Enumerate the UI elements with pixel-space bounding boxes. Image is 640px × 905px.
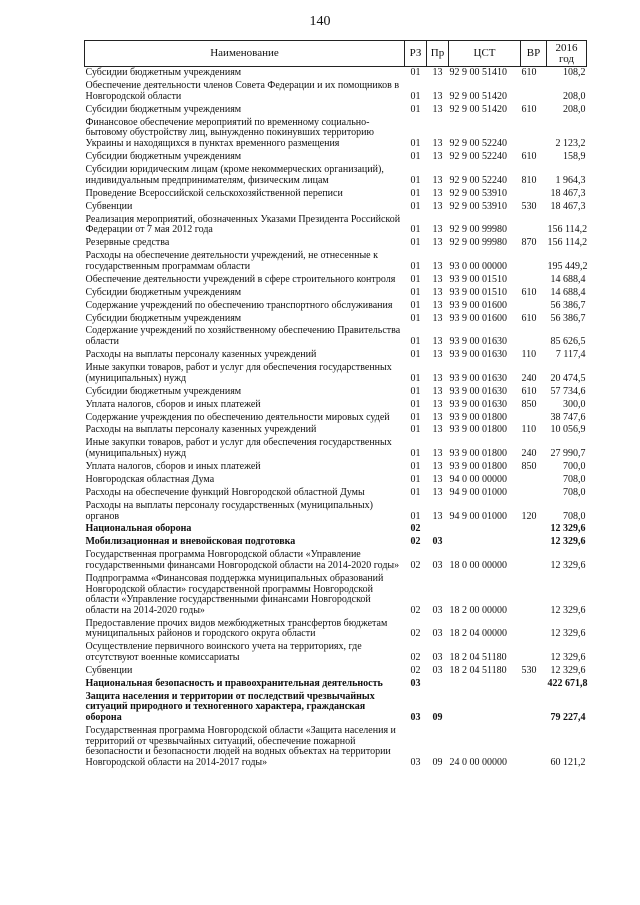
- cell-pr: 13: [432, 411, 443, 423]
- cell-amt: 195 449,2: [547, 260, 588, 272]
- cell-cst: 92 9 00 53910: [449, 200, 507, 212]
- cell-amt: 18 467,3: [550, 187, 586, 199]
- cell-name: Расходы на обеспечение деятельности учреждений, не отнесенные к государственным программам области: [85, 250, 378, 272]
- cell-vr: [521, 117, 547, 151]
- cell-pr: 13: [432, 312, 443, 324]
- cell-amt: 700,0: [563, 461, 586, 472]
- cell-rz: 01: [410, 273, 421, 285]
- cell-rz: 01: [410, 67, 421, 79]
- table-row: [85, 362, 587, 386]
- cell-vr: 610: [521, 312, 537, 324]
- table-row: [85, 523, 587, 536]
- cell-amt: 18 467,3: [550, 200, 586, 212]
- table-row: [85, 299, 587, 312]
- cell-amt: 1 964,3: [555, 174, 586, 186]
- cell-amt: 708,0: [563, 510, 586, 522]
- cell-cst: 18 2 04 00000: [449, 628, 507, 640]
- cell-vr: 610: [521, 151, 537, 163]
- table-row: [85, 573, 587, 618]
- cell-vr: 610: [521, 103, 537, 115]
- cell-name: Обеспечение деятельности учреждений в сфере строительного контроля: [85, 273, 396, 285]
- cell-cst: [449, 691, 521, 725]
- cell-vr: [521, 273, 547, 286]
- cell-rz: 03: [410, 677, 421, 689]
- cell-cst: 92 9 00 99980: [449, 237, 507, 249]
- cell-amt: 12 329,6: [550, 664, 586, 676]
- header-cst: ЦСТ: [449, 41, 521, 67]
- cell-amt: 56 386,7: [550, 312, 586, 324]
- table-row: [85, 725, 587, 770]
- header-year: 2016 год: [547, 41, 587, 67]
- cell-name: Субсидии юридическим лицам (кроме некоммерческих организаций), индивидуальным предпринимателям, физическим лицам: [85, 164, 384, 186]
- table-row: [85, 665, 587, 678]
- cell-name: Подпрограмма «Финансовая поддержка муниципальных образований Новгородской области» государственной программы Новгородской области «Управление государственными финансами Новгородской области на 2014-2020 годы»: [85, 572, 384, 616]
- table-row: [85, 325, 587, 349]
- table-row: [85, 349, 587, 362]
- cell-cst: 93 9 00 01800: [449, 461, 507, 472]
- cell-cst: 94 9 00 01000: [449, 486, 507, 498]
- cell-rz: 01: [410, 486, 421, 498]
- cell-cst: 94 9 00 01000: [449, 510, 507, 522]
- cell-rz: 01: [410, 424, 421, 436]
- header-pr: Пр: [427, 41, 449, 67]
- table-row: [85, 312, 587, 325]
- cell-amt: 60 121,2: [550, 756, 586, 768]
- cell-name: Субвенции: [85, 664, 133, 676]
- cell-cst: 93 9 00 01600: [449, 299, 507, 311]
- table-row: [85, 117, 587, 151]
- page-number: 140: [309, 14, 331, 29]
- cell-amt: 708,0: [563, 473, 586, 485]
- cell-name: Государственная программа Новгородской области «Управление государственными финансами Новгородской области на 2014-2020 годы»: [85, 549, 400, 571]
- cell-name: Субсидии бюджетным учреждениям: [85, 312, 242, 324]
- cell-vr: [521, 678, 547, 691]
- cell-rz: 01: [410, 224, 421, 236]
- cell-amt: 12 329,6: [550, 536, 586, 548]
- table-row: [85, 273, 587, 286]
- cell-name: Финансовое обеспечение мероприятий по временному социально-бытовому обустройству лиц, вынужденно покинувших территорию Украины и находящихся в пунктах временного размещения: [85, 116, 374, 150]
- table-row: [85, 549, 587, 573]
- cell-pr: [427, 523, 449, 536]
- cell-name: Содержание учреждений по хозяйственному обеспечению Правительства области: [85, 325, 401, 348]
- table-row: [85, 411, 587, 424]
- cell-cst: 93 9 00 01630: [449, 349, 507, 361]
- cell-rz: 01: [410, 187, 421, 199]
- cell-amt: 300,0: [563, 398, 586, 410]
- cell-name: Содержание учреждения по обеспечению деятельности мировых судей: [85, 411, 390, 423]
- cell-vr: 120: [521, 510, 537, 522]
- cell-cst: 93 9 00 01800: [449, 411, 507, 423]
- cell-pr: 09: [432, 711, 443, 723]
- cell-cst: 93 9 00 01630: [449, 398, 507, 410]
- cell-pr: 13: [432, 151, 443, 163]
- cell-pr: 13: [432, 187, 443, 199]
- cell-rz: 01: [410, 411, 421, 423]
- cell-rz: 02: [410, 651, 421, 663]
- table-row: [85, 104, 587, 117]
- cell-name: Предоставление прочих видов межбюджетных трансфертов бюджетам муниципальных районов и городского округа области: [85, 617, 388, 640]
- cell-amt: 56 386,7: [550, 299, 586, 311]
- cell-rz: 01: [410, 385, 421, 397]
- cell-vr: 110: [521, 349, 537, 361]
- cell-rz: 03: [410, 711, 421, 723]
- cell-amt: 57 734,6: [550, 385, 586, 397]
- cell-pr: 13: [432, 336, 443, 348]
- cell-vr: [521, 411, 547, 424]
- cell-rz: 01: [410, 200, 421, 212]
- cell-cst: 93 0 00 00000: [449, 260, 507, 272]
- table-row: [85, 487, 587, 500]
- cell-vr: 110: [521, 424, 537, 436]
- cell-pr: 03: [432, 536, 443, 548]
- table-row: [85, 200, 587, 213]
- cell-vr: [521, 213, 547, 237]
- cell-name: Расходы на обеспечение функций Новгородской областной Думы: [85, 486, 365, 498]
- cell-cst: 92 9 00 53910: [449, 187, 507, 199]
- cell-vr: [521, 573, 547, 618]
- cell-vr: [521, 474, 547, 487]
- cell-vr: [521, 299, 547, 312]
- cell-amt: 7 117,4: [555, 349, 586, 361]
- cell-name: Проведение Всероссийской сельскохозяйственной переписи: [85, 187, 343, 199]
- cell-vr: [521, 536, 547, 549]
- cell-rz: 01: [410, 151, 421, 163]
- cell-pr: 13: [432, 461, 443, 472]
- cell-cst: 92 9 00 51420: [449, 90, 507, 102]
- cell-pr: 13: [432, 486, 443, 498]
- cell-cst: 92 9 00 99980: [449, 224, 507, 236]
- table-row: [85, 474, 587, 487]
- cell-pr: 13: [432, 103, 443, 115]
- cell-pr: 13: [432, 260, 443, 272]
- cell-name: Государственная программа Новгородской области «Защита населения и территорий от чрезвычайных ситуаций, обеспечение пожарной безопасности и безопасности людей на водных объектах на территории Новгородской области на 2014-2017 годы»: [85, 724, 396, 768]
- cell-cst: 93 9 00 01510: [449, 286, 507, 298]
- cell-name: Защита населения и территории от последствий чрезвычайных ситуаций природного и техногенного характера, гражданская оборона: [85, 690, 375, 723]
- cell-name: Реализация мероприятий, обозначенных Указами Президента Российской Федерации от 7 мая 2012 года: [85, 213, 401, 236]
- cell-cst: 93 9 00 01630: [449, 372, 507, 384]
- cell-pr: 13: [432, 273, 443, 285]
- budget-table: [84, 40, 587, 770]
- cell-name: Иные закупки товаров, работ и услуг для обеспечения государственных (муниципальных) нужд: [85, 437, 392, 460]
- cell-rz: 01: [410, 260, 421, 272]
- table-row: [85, 67, 587, 80]
- cell-vr: [521, 487, 547, 500]
- cell-pr: 09: [432, 756, 443, 768]
- table-row: [85, 250, 587, 274]
- table-row: [85, 213, 587, 237]
- cell-amt: 14 688,4: [550, 286, 586, 298]
- cell-rz: 01: [410, 336, 421, 348]
- cell-pr: 13: [432, 138, 443, 150]
- cell-amt: 10 056,9: [550, 424, 586, 436]
- cell-rz: 01: [410, 174, 421, 186]
- cell-amt: 208,0: [563, 90, 586, 102]
- cell-name: Содержание учреждений по обеспечению транспортного обслуживания: [85, 299, 393, 311]
- cell-amt: 12 329,6: [550, 604, 586, 616]
- cell-pr: 13: [432, 385, 443, 397]
- cell-vr: 850: [521, 461, 537, 472]
- cell-pr: 13: [432, 90, 443, 102]
- cell-pr: 13: [432, 510, 443, 522]
- cell-amt: 12 329,6: [550, 651, 586, 663]
- cell-amt: 708,0: [563, 486, 586, 498]
- cell-rz: 01: [410, 312, 421, 324]
- cell-name: Национальная оборона: [85, 523, 192, 535]
- cell-vr: 240: [521, 448, 537, 460]
- cell-name: Уплата налогов, сборов и иных платежей: [85, 461, 261, 472]
- cell-cst: 92 9 00 52240: [449, 174, 507, 186]
- cell-pr: 13: [432, 174, 443, 186]
- cell-pr: 13: [432, 424, 443, 436]
- cell-pr: 03: [432, 628, 443, 640]
- cell-name: Субсидии бюджетным учреждениям: [85, 286, 242, 298]
- cell-name: Расходы на выплаты персоналу казенных учреждений: [85, 349, 317, 361]
- header-rz: РЗ: [405, 41, 427, 67]
- cell-rz: 01: [410, 103, 421, 115]
- cell-amt: 2 123,2: [555, 138, 586, 150]
- cell-rz: 01: [410, 398, 421, 410]
- cell-pr: 03: [432, 664, 443, 676]
- header-name: Наименование: [85, 41, 405, 67]
- cell-amt: 14 688,4: [550, 273, 586, 285]
- cell-cst: 93 9 00 01510: [449, 273, 507, 285]
- cell-vr: [521, 80, 547, 104]
- cell-pr: 13: [432, 448, 443, 460]
- cell-name: Уплата налогов, сборов и иных платежей: [85, 398, 261, 410]
- cell-amt: 422 671,8: [547, 677, 588, 689]
- cell-name: Иные закупки товаров, работ и услуг для обеспечения государственных (муниципальных) нужд: [85, 362, 392, 384]
- cell-amt: 12 329,6: [550, 560, 586, 571]
- cell-amt: 38 747,6: [550, 411, 586, 423]
- table-row: [85, 424, 587, 437]
- cell-vr: 850: [521, 398, 537, 410]
- cell-name: Субвенции: [85, 200, 133, 212]
- cell-pr: [427, 678, 449, 691]
- table-row: [85, 678, 587, 691]
- cell-vr: [521, 250, 547, 274]
- table-row: [85, 691, 587, 725]
- cell-pr: 13: [432, 372, 443, 384]
- cell-cst: 93 9 00 01800: [449, 448, 507, 460]
- table-row: [85, 151, 587, 164]
- cell-name: Осуществление первичного воинского учета на территориях, где отсутствуют военные комиссариаты: [85, 641, 362, 663]
- cell-pr: 03: [432, 560, 443, 571]
- table-body: [85, 67, 587, 770]
- table-row: [85, 500, 587, 524]
- cell-pr: 13: [432, 224, 443, 236]
- cell-vr: [521, 549, 547, 573]
- cell-cst: 93 9 00 01600: [449, 312, 507, 324]
- table-row: [85, 237, 587, 250]
- cell-vr: 870: [521, 237, 537, 249]
- cell-rz: 01: [410, 90, 421, 102]
- cell-cst: [449, 523, 521, 536]
- cell-cst: 93 9 00 01630: [449, 336, 507, 348]
- cell-cst: 18 2 04 51180: [449, 651, 507, 663]
- table-row: [85, 164, 587, 188]
- cell-cst: 18 2 04 51180: [449, 664, 507, 676]
- cell-amt: 208,0: [563, 103, 586, 115]
- cell-amt: 156 114,2: [547, 224, 588, 236]
- cell-rz: 01: [410, 510, 421, 522]
- cell-rz: 02: [410, 523, 421, 535]
- cell-pr: 13: [432, 349, 443, 361]
- cell-name: Субсидии бюджетным учреждениям: [85, 103, 242, 115]
- table-row: [85, 398, 587, 411]
- cell-cst: 94 0 00 00000: [449, 473, 507, 485]
- cell-cst: [449, 536, 521, 549]
- cell-cst: 92 9 00 52240: [449, 138, 507, 150]
- cell-rz: 02: [410, 628, 421, 640]
- cell-amt: 12 329,6: [550, 628, 586, 640]
- table-row: [85, 286, 587, 299]
- cell-vr: [521, 523, 547, 536]
- cell-rz: 01: [410, 473, 421, 485]
- cell-pr: 13: [432, 286, 443, 298]
- cell-rz: 02: [410, 604, 421, 616]
- cell-name: Резервные средства: [85, 237, 170, 249]
- cell-cst: [449, 678, 521, 691]
- cell-name: Субсидии бюджетным учреждениям: [85, 67, 242, 79]
- cell-vr: 610: [521, 67, 537, 79]
- cell-name: Субсидии бюджетным учреждениям: [85, 151, 242, 163]
- cell-amt: 12 329,6: [550, 523, 586, 535]
- cell-rz: 01: [410, 349, 421, 361]
- cell-cst: 18 2 00 00000: [449, 604, 507, 616]
- cell-vr: [521, 725, 547, 770]
- cell-rz: 01: [410, 372, 421, 384]
- cell-vr: 530: [521, 200, 537, 212]
- cell-amt: 85 626,5: [550, 336, 586, 348]
- cell-vr: [521, 187, 547, 200]
- cell-cst: 93 9 00 01800: [449, 424, 507, 436]
- cell-cst: 18 0 00 00000: [449, 560, 507, 571]
- cell-vr: 610: [521, 286, 537, 298]
- cell-rz: 02: [410, 536, 421, 548]
- cell-amt: 20 474,5: [550, 372, 586, 384]
- cell-vr: [521, 325, 547, 349]
- cell-vr: [521, 618, 547, 642]
- cell-rz: 01: [410, 237, 421, 249]
- table-row: [85, 618, 587, 642]
- cell-rz: 01: [410, 286, 421, 298]
- cell-pr: 13: [432, 299, 443, 311]
- cell-pr: 03: [432, 651, 443, 663]
- cell-name: Мобилизационная и вневойсковая подготовка: [85, 536, 296, 548]
- cell-name: Расходы на выплаты персоналу государственных (муниципальных) органов: [85, 499, 373, 522]
- cell-amt: 79 227,4: [550, 711, 586, 723]
- cell-rz: 03: [410, 756, 421, 768]
- cell-vr: 610: [521, 385, 537, 397]
- cell-amt: 108,2: [563, 67, 586, 79]
- cell-cst: 24 0 00 00000: [449, 756, 507, 768]
- cell-vr: [521, 691, 547, 725]
- table-row: [85, 641, 587, 665]
- cell-vr: [521, 641, 547, 665]
- cell-name: Национальная безопасность и правоохранительная деятельность: [85, 677, 383, 689]
- table-header-row: [85, 41, 587, 67]
- cell-vr: 240: [521, 372, 537, 384]
- cell-amt: 27 990,7: [550, 448, 586, 460]
- cell-cst: 92 9 00 51410: [449, 67, 507, 79]
- header-vr: ВР: [521, 41, 547, 67]
- cell-rz: 02: [410, 664, 421, 676]
- cell-cst: 92 9 00 52240: [449, 151, 507, 163]
- cell-amt: 158,9: [563, 151, 586, 163]
- cell-rz: 01: [410, 448, 421, 460]
- cell-rz: 02: [410, 560, 421, 571]
- cell-pr: 13: [432, 237, 443, 249]
- table-row: [85, 80, 587, 104]
- table-row: [85, 536, 587, 549]
- cell-cst: 92 9 00 51420: [449, 103, 507, 115]
- cell-name: Расходы на выплаты персоналу казенных учреждений: [85, 424, 317, 436]
- cell-amt: 156 114,2: [547, 237, 588, 249]
- cell-name: Новгородская областная Дума: [85, 473, 215, 485]
- cell-rz: 01: [410, 138, 421, 150]
- cell-pr: 13: [432, 200, 443, 212]
- cell-pr: 03: [432, 604, 443, 616]
- cell-rz: 01: [410, 299, 421, 311]
- cell-pr: 13: [432, 398, 443, 410]
- cell-vr: 810: [521, 174, 537, 186]
- cell-pr: 13: [432, 473, 443, 485]
- cell-vr: 530: [521, 664, 537, 676]
- cell-cst: 93 9 00 01630: [449, 385, 507, 397]
- cell-rz: 01: [410, 461, 421, 472]
- table-row: [85, 437, 587, 461]
- table-row: [85, 187, 587, 200]
- cell-pr: 13: [432, 67, 443, 79]
- cell-name: Обеспечение деятельности членов Совета Федерации и их помощников в Новгородской области: [85, 80, 400, 102]
- table-row: [85, 461, 587, 474]
- cell-name: Субсидии бюджетным учреждениям: [85, 385, 242, 397]
- table-row: [85, 385, 587, 398]
